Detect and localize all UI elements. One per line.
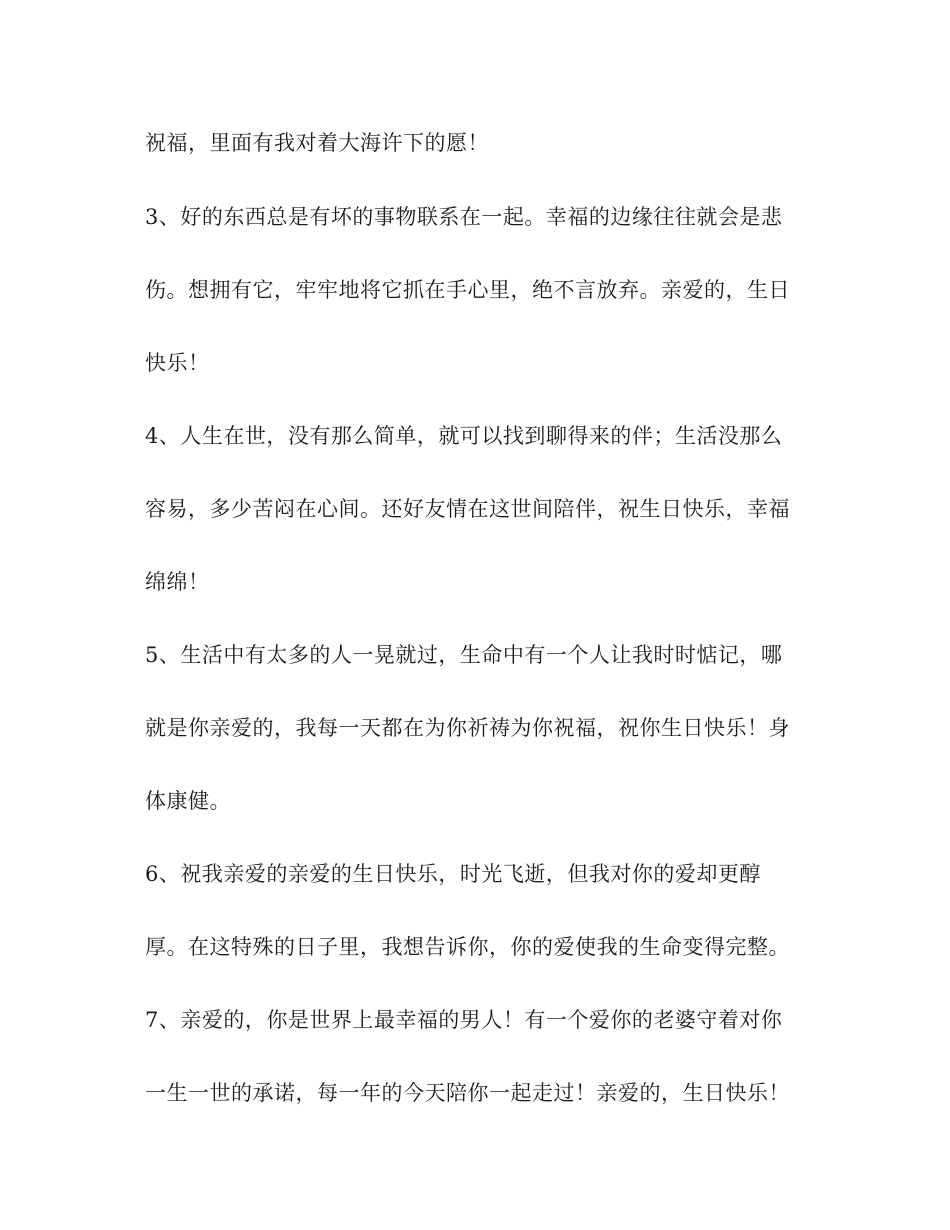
text-line: 容易，多少苦闷在心间。还好友情在这世间陪伴，祝生日快乐，幸福 (145, 497, 790, 521)
text-line: 一生一世的承诺，每一年的今天陪你一起走过！亲爱的，生日快乐！ (145, 1081, 790, 1105)
text-line: 厚。在这特殊的日子里，我想告诉你，你的爱使我的生命变得完整。 (145, 935, 790, 959)
text-line: 6、祝我亲爱的亲爱的生日快乐，时光飞逝，但我对你的爱却更醇 (145, 862, 761, 886)
text-line: 快乐！ (145, 351, 210, 375)
text-line: 祝福，里面有我对着大海许下的愿！ (145, 131, 489, 155)
text-line: 绵绵！ (145, 570, 210, 594)
text-line: 5、生活中有太多的人一晃就过，生命中有一个人让我时时惦记，哪 (145, 643, 783, 667)
text-line: 3、好的东西总是有坏的事物联系在一起。幸福的边缘往往就会是悲 (145, 205, 783, 229)
text-line: 4、人生在世，没有那么简单，就可以找到聊得来的伴；生活没那么 (145, 424, 783, 448)
text-line: 就是你亲爱的，我每一天都在为你祈祷为你祝福，祝你生日快乐！身 (145, 716, 790, 740)
text-line: 伤。想拥有它，牢牢地将它抓在手心里，绝不言放弃。亲爱的，生日 (145, 278, 790, 302)
text-line: 体康健。 (145, 789, 231, 813)
text-line: 7、亲爱的，你是世界上最幸福的男人！有一个爱你的老婆守着对你 (145, 1008, 783, 1032)
